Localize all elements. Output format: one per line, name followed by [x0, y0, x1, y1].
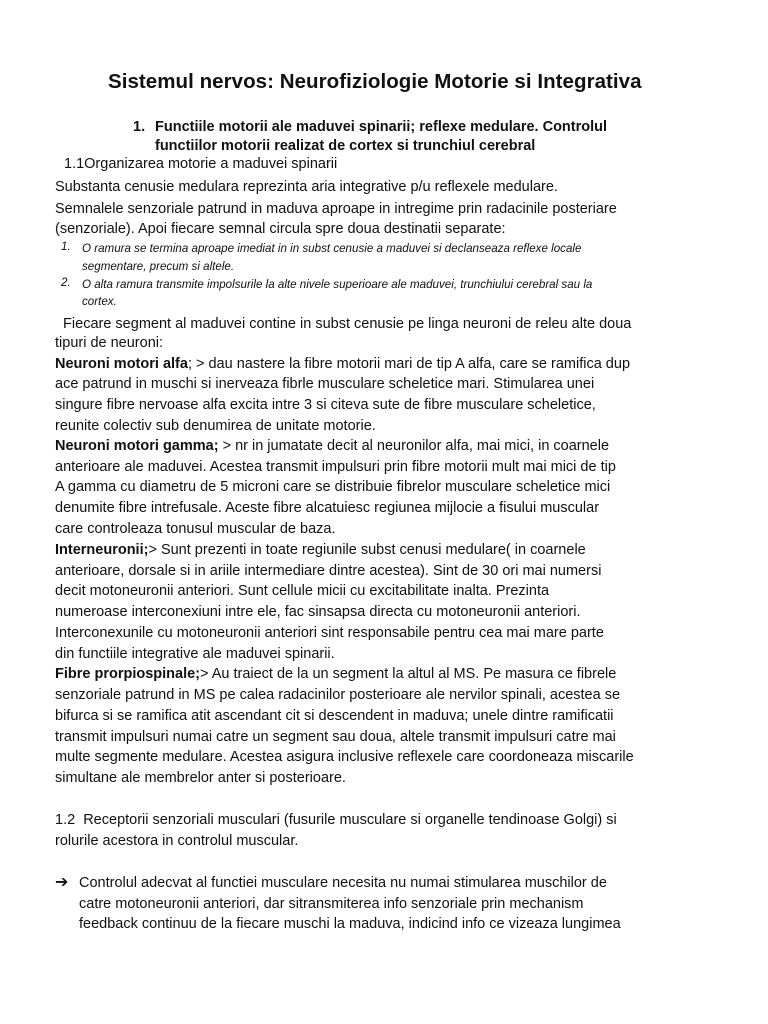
- subsection-heading-1-2: 1.2 Receptorii senzoriali musculari (fusurile musculare si organelle tendinoase Golgi) si: [55, 812, 617, 828]
- paragraph-line: Interconexunile cu motoneuronii anteriori sint responsabile pentru cea mai mare parte: [55, 625, 604, 641]
- paragraph-line: Fiecare segment al maduvei contine in subst cenusie pe linga neuroni de releu alte doua: [55, 316, 632, 332]
- subsection-heading-1-1: 1.1Organizarea motorie a maduvei spinarii: [64, 156, 338, 172]
- paragraph-line: din functiile integrative ale maduvei spinarii.: [55, 646, 335, 662]
- paragraph-line: Substanta cenusie medulara reprezinta aria integrative p/u reflexele medulare.: [55, 179, 558, 195]
- list-number: 1.: [61, 240, 71, 253]
- section-number: 1.: [133, 119, 146, 135]
- term-label: Interneuronii;: [55, 542, 149, 558]
- paragraph-line: transmit impulsuri numai catre un segment sau doua, altele transmit impulsuri catre mai: [55, 729, 616, 745]
- paragraph-line: ace patrund in muschi si inerveaza fibrle musculare scheletice mari. Stimularea unei: [55, 376, 595, 392]
- paragraph-line: numeroase interconexiuni intre ele, fac sinsapsa directa cu motoneuronii anteriori.: [55, 604, 581, 620]
- section-heading-line: Functiile motorii ale maduvei spinarii; reflexe medulare. Controlul: [155, 119, 608, 135]
- paragraph-line: multe segmente medulare. Acestea asigura inclusive reflexele care coordoneaza miscarile: [55, 749, 634, 765]
- list-item-line: segmentare, precum si altele.: [82, 260, 235, 273]
- list-item-line: O alta ramura transmite impolsurile la alte nivele superioare ale maduvei, trunchiului cerebral sau la: [82, 278, 593, 291]
- paragraph-line: Semnalele senzoriale patrund in maduva aproape in intregime prin radacinile posteriare: [55, 201, 617, 217]
- paragraph-line: Interneuronii;> Sunt prezenti in toate regiunile subst cenusi medulare( in coarnele: [55, 542, 586, 558]
- list-number: 2.: [61, 276, 71, 289]
- paragraph-line: bifurca si se ramifica atit ascendant cit si descendent in maduva; unele dintre ramificatii: [55, 708, 614, 724]
- paragraph-line: tipuri de neuroni:: [55, 335, 164, 351]
- paragraph-line: catre motoneuronii anteriori, dar sitransmiterea info senzoriale prin mechanism: [79, 896, 584, 912]
- paragraph-line: A gamma cu diametru de 5 microni care se distribuie fibrelor musculare scheletice mici: [55, 479, 611, 495]
- section-heading-line: functiilor motorii realizat de cortex si trunchiul cerebral: [155, 138, 536, 154]
- arrow-right-icon: ➔: [55, 874, 69, 891]
- paragraph-line: reunite colectiv sub denumirea de unitate motorie.: [55, 418, 376, 434]
- term-label: Neuroni motori gamma;: [55, 438, 219, 454]
- term-label: Neuroni motori alfa: [55, 356, 188, 372]
- paragraph-line: care controleaza tonusul muscular de baza.: [55, 521, 336, 537]
- paragraph-line: anterioare, dorsale si in ariile intermediare dintre acestea). Sint de 30 ori mai numersi: [55, 563, 602, 579]
- paragraph-line: senzoriale patrund in MS pe calea radacinilor posterioare ale nervilor spinali, acestea se: [55, 687, 621, 703]
- paragraph-line: singure fibre nervoase alfa excita intre 3 si citeva sute de fibre musculare scheletice,: [55, 397, 596, 413]
- paragraph-line: Controlul adecvat al functiei musculare necesita nu numai stimularea muschilor de: [79, 875, 607, 891]
- paragraph-line: simultane ale membrelor anter si posterioare.: [55, 770, 346, 786]
- paragraph-line: Neuroni motori gamma; > nr in jumatate decit al neuronilor alfa, mai mici, in coarnele: [55, 438, 610, 454]
- paragraph-line: (senzoriale). Apoi fiecare semnal circula spre doua destinatii separate:: [55, 221, 506, 237]
- paragraph-line: decit motoneuronii anteriori. Sunt cellule micii cu excitabilitate inalta. Prezinta: [55, 583, 550, 599]
- paragraph-line: Fibre prorpiospinale;> Au traiect de la un segment la altul al MS. Pe masura ce fibrele: [55, 666, 617, 682]
- paragraph-line: feedback continuu de la fiecare muschi la maduva, indicind info ce vizeaza lungimea: [79, 916, 621, 932]
- term-label: Fibre prorpiospinale;: [55, 666, 201, 682]
- list-item-line: O ramura se termina aproape imediat in in subst cenusie a maduvei si declanseaza reflexe locale: [82, 242, 582, 255]
- list-item-line: cortex.: [82, 295, 117, 308]
- paragraph-line: Neuroni motori alfa; > dau nastere la fibre motorii mari de tip A alfa, care se ramifica dup: [55, 356, 631, 372]
- paragraph-line: denumite fibre intrefusale. Aceste fibre alcatuiesc regiunea mijlocie a fisului muscular: [55, 500, 600, 516]
- paragraph-line: anterioare ale maduvei. Acestea transmit impulsuri prin fibre motorii mult mai mici de tip: [55, 459, 616, 475]
- subsection-heading-line: rolurile acestora in controlul muscular.: [55, 833, 299, 849]
- document-title: Sistemul nervos: Neurofiziologie Motorie si Integrativa: [108, 70, 642, 93]
